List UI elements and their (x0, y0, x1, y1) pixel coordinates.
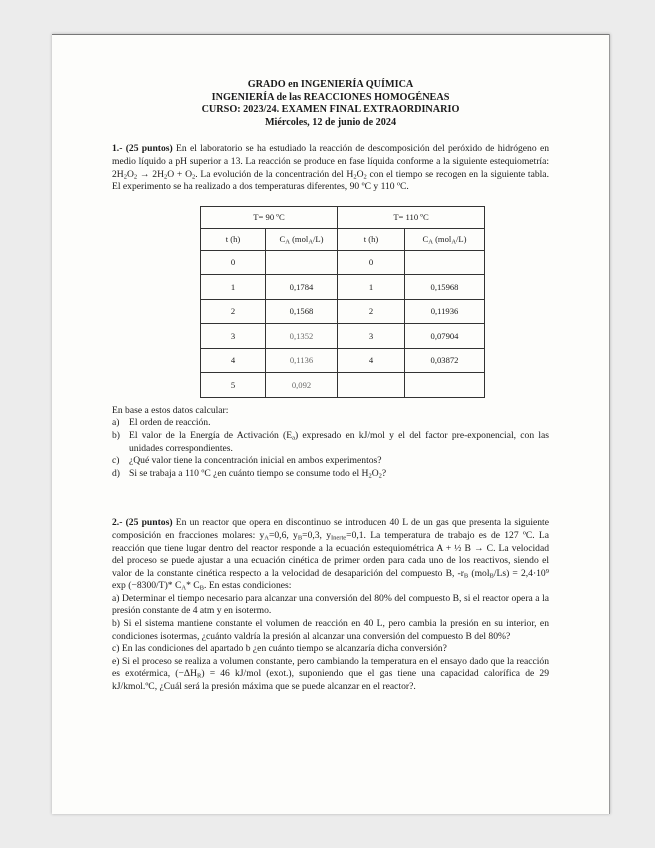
list-item: b) El valor de la Energía de Activación $(E_a)$ expresado en kJ/mol y el del factor pre-exponencial, con las unidades correspondientes. (112, 429, 549, 454)
table-row: 3 0,1352 3 0,07904 (201, 324, 485, 349)
column-concentration: $C_A$ (mol$_A$/L) (266, 228, 338, 250)
column-time: t (h) (338, 228, 405, 250)
table-row: 4 0,1136 4 0,03872 (201, 348, 485, 373)
temperature-90-header: T= 90 ºC (201, 206, 338, 228)
concentration-table (200, 206, 485, 398)
list-item: c) ¿Qué valor tiene la concentración inicial en ambos experimentos? (112, 455, 382, 467)
paper-edge-right (609, 34, 610, 814)
paper-edge-top (52, 34, 610, 35)
subject-title: INGENIERÍA de las REACCIONES HOMOGÉNEAS (211, 91, 450, 103)
table-temperature-row (201, 206, 485, 228)
question-1: 1.- (25 puntos) En el laboratorio se ha estudiado la reacción de descomposición del peróxido de hidrógeno en medio líquido a pH superior a 13. La reacción se produce en fase líquida conforme a la siguiente estequiometría: $2H_2O_2 \to 2H_2O + O_2$. La evolución de la concentración del $H_2O_2$ con el tiempo se recogen en la siguiente tabla. El experimento se ha realizado a dos temperaturas diferentes, 90 ºC y 110 ºC. (112, 143, 550, 193)
exam-sheet (52, 34, 610, 814)
temperature-110-header: T= 110 ºC (338, 206, 485, 228)
question-2-number: 2.- (25 puntos) (112, 517, 173, 529)
exam-date: Miércoles, 12 de junio de 2024 (264, 116, 397, 128)
question-2-statement: 2.- (25 puntos) En un reactor que opera en discontinuo se introducen 40 L de un gas que presenta la siguiente composición en fracciones molares: $y_A=0,6$, $y_B=0,3$, $y_{Inerte}=0,1$. La temperatura de trabajo es de 127 ºC. La reacción que tiene lugar dentro del reactor responde a la ecuación estequiométrica A + ½ B → C. La velocidad del proceso se puede ajustar a una ecuación cinética de primer orden para cada uno de los reactivos, siendo el valor de la constante cinética respecto a la velocidad de desaparición del compuesto B, $-r_B$ $(mol_B/Ls) = 2,4\cdot 10^9$ exp (−8300/T)* $C_A*$ $C_B$. En estas condiciones: (112, 517, 549, 592)
table-row: 1 0,1784 1 0,15968 (201, 275, 485, 300)
course-title: CURSO: 2023/24. EXAMEN FINAL EXTRAORDINARIO (201, 104, 460, 116)
exam-header (112, 79, 549, 129)
table-column-row (201, 228, 485, 250)
degree-title: GRADO en INGENIERÍA QUÍMICA (247, 79, 414, 90)
question-2 (112, 517, 549, 693)
table-row: 5 0,092 (201, 373, 485, 398)
table-row: 2 0,1568 2 0,11936 (201, 299, 485, 324)
list-item: d) Si se trabaja a 110 ºC ¿en cuánto tiempo se consume todo el $H_2O_2$? (112, 467, 387, 480)
exam-content (112, 79, 549, 694)
question-2-part-b: b) Si el sistema mantiene constante el volumen de reacción en 40 L, pero cambia la presión en su interior, en condiciones isotermas, ¿cuánto valdría la presión al alcanzar una conversión del compuesto B del 80%? (112, 618, 549, 642)
column-concentration: $C_A$ (mol$_A$/L) (405, 228, 485, 250)
table-row: 0 0 (201, 250, 485, 275)
question-2-part-a: a) Determinar el tiempo necesario para alcanzar una conversión del 80% del compuesto B, si el reactor opera a la presión constante de 4 atm y en isotermo. (112, 592, 549, 617)
list-item: a) El orden de reacción. (112, 417, 211, 429)
column-time: t (h) (201, 228, 266, 250)
tasks-lead: En base a estos datos calcular: (112, 404, 229, 416)
question-1-number: 1.- (25 puntos) (112, 143, 173, 155)
question-2-part-c: c) En las condiciones del apartado b ¿en cuánto tiempo se alcanzaría dicha conversión? (112, 643, 447, 655)
question-1-tasks (112, 405, 549, 481)
question-2-part-e: e) Si el proceso se realiza a volumen constante, pero cambiando la temperatura en el ensayo dado que la reacción es exotérmica, $(-\Delta H_R) = 46$ kJ/mol (exot.), suponiendo que el gas tiene una capacidad calorífica de 29 kJ/kmol.ºC, ¿Cuál será la presión máxima que se puede alcanzar en el reactor?. (112, 655, 549, 693)
